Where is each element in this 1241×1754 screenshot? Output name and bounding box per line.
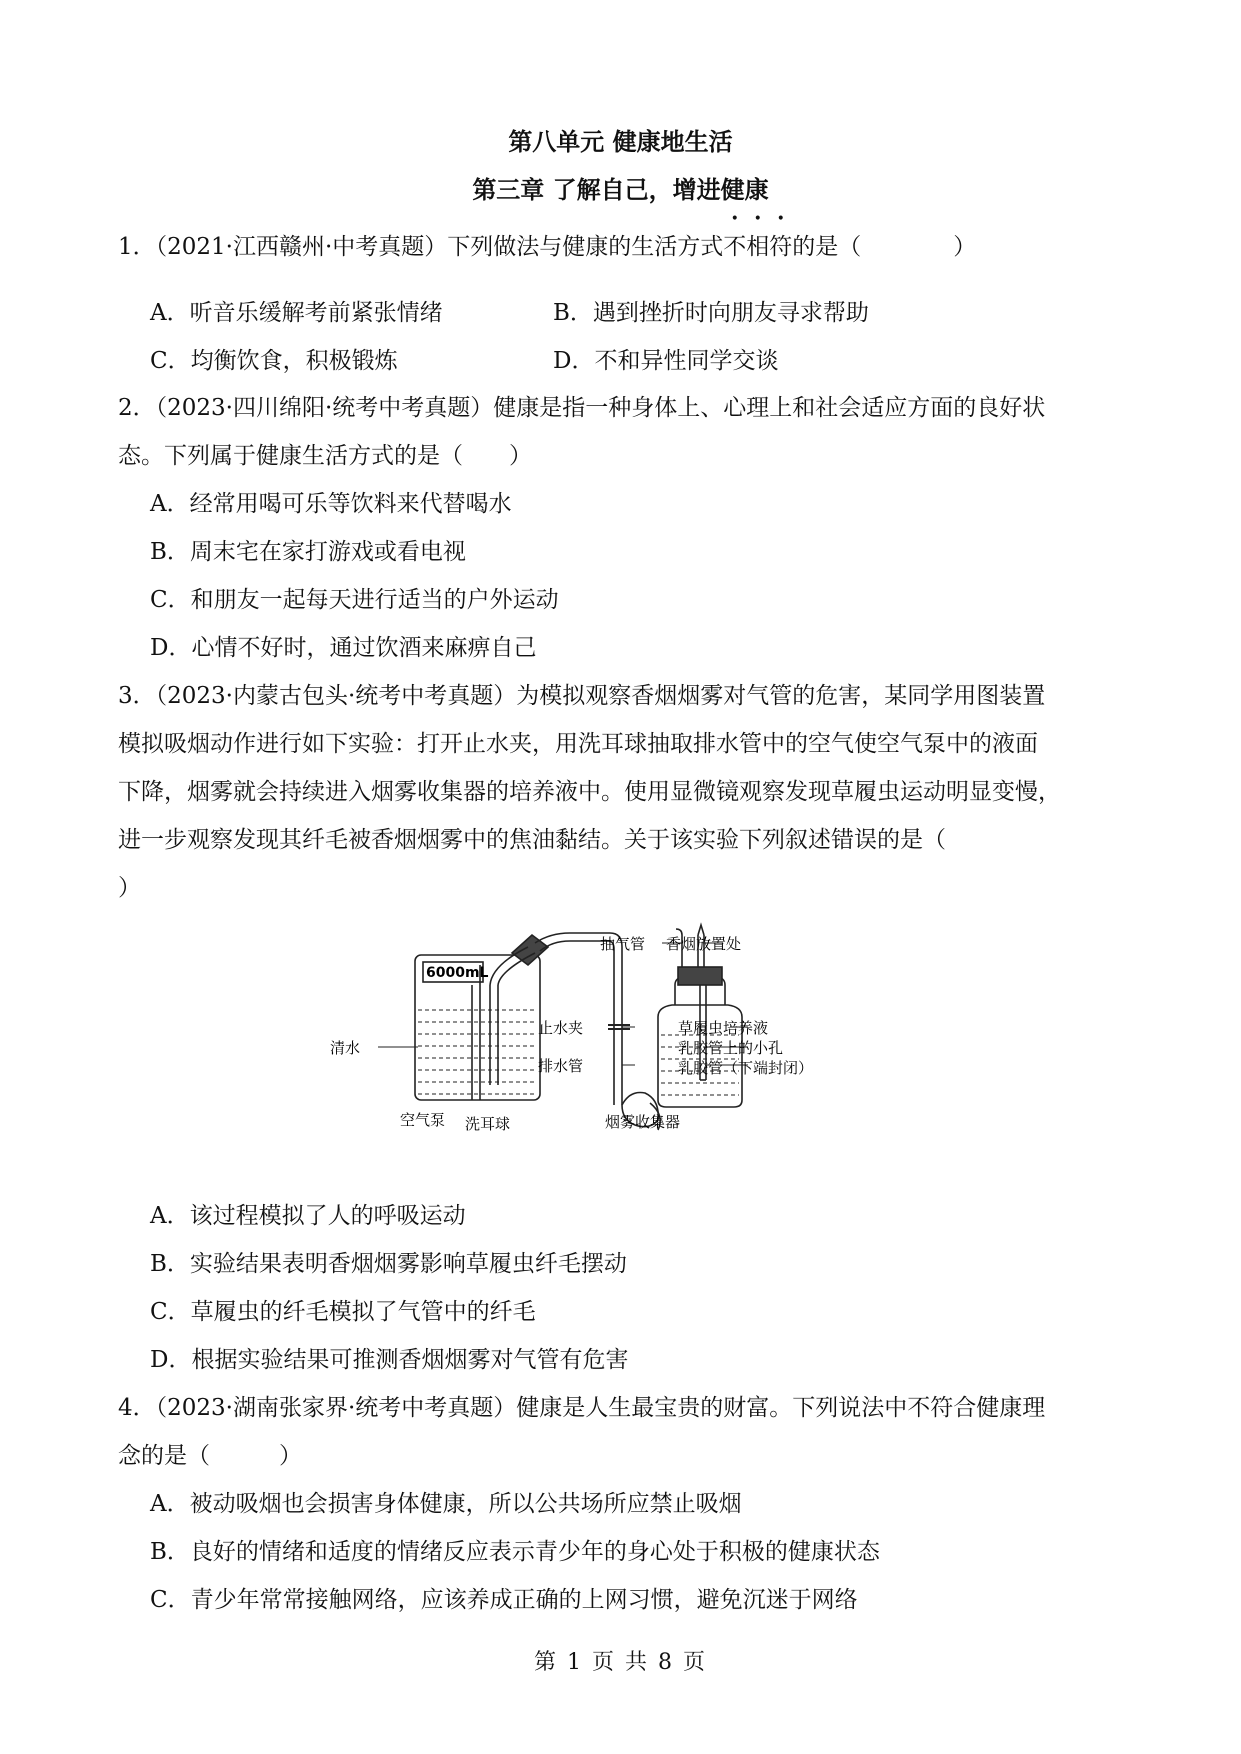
question-1-stem [118,232,976,262]
label-drain-pipe: 排水管 [538,1057,584,1075]
label-cigarette-place: 香烟放置处 [666,935,742,953]
label-air-pump: 空气泵 [400,1111,446,1129]
question-3-stem-line-5: ） [118,875,141,901]
question-4-option-b: B．良好的情绪和适度的情绪反应表示青少年的身心处于积极的健康状态 [150,1539,880,1565]
emphasis-char-1: 不 [723,234,747,260]
question-4-option-a: A．被动吸烟也会损害身体健康，所以公共场所应禁止吸烟 [150,1491,742,1517]
question-2-option-c: C．和朋友一起每天进行适当的户外运动 [150,587,559,613]
label-suction-pipe: 抽气管 [600,935,646,953]
question-2-option-b: B．周末宅在家打游戏或看电视 [150,539,466,565]
question-1-option-c: C．均衡饮食，积极锻炼 [150,348,398,374]
capacity-label: 6000mL [426,965,489,981]
question-4-stem-line-1: 4．（2023·湖南张家界·统考中考真题）健康是人生最宝贵的财富。下列说法中不符合健康理 [118,1395,1046,1421]
emphasis-char-2: 相 [746,234,770,260]
unit-title: 第八单元 健康地生活 [508,128,733,156]
label-latex-tube: 乳胶管（下端封闭） [678,1059,814,1077]
question-4-stem-line-2: 念的是（ ） [118,1443,302,1469]
label-latex-hole: 乳胶管上的小孔 [678,1039,784,1057]
question-3-option-a: A．该过程模拟了人的呼吸运动 [150,1203,466,1229]
question-1-option-b: B．遇到挫折时向朋友寻求帮助 [553,300,869,326]
question-3-stem-line-1: 3．（2023·内蒙古包头·统考中考真题）为模拟观察香烟烟雾对气管的危害，某同学用图装置 [118,683,1046,709]
chapter-title: 第三章 了解自己，增进健康 [472,176,769,204]
question-3-stem-line-2: 模拟吸烟动作进行如下实验：打开止水夹，用洗耳球抽取排水管中的空气使空气泵中的液面 [118,731,1038,757]
question-2-stem-line-1: 2．（2023·四川绵阳·统考中考真题）健康是指一种身体上、心理上和社会适应方面的良好状 [118,395,1046,421]
label-paramecium-culture: 草履虫培养液 [678,1019,769,1037]
label-clamp: 止水夹 [538,1019,584,1037]
question-2-stem-line-2: 态。下列属于健康生活方式的是（ ） [118,443,532,469]
question-3-option-c: C．草履虫的纤毛模拟了气管中的纤毛 [150,1299,536,1325]
experiment-apparatus-diagram [330,925,920,1135]
label-clear-water: 清水 [330,1039,361,1057]
question-1-stem-before: 1．（2021·江西赣州·中考真题）下列做法与健康的生活方式 [118,234,724,260]
label-smoke-collector: 烟雾收集器 [605,1113,681,1131]
question-4-option-c: C．青少年常常接触网络，应该养成正确的上网习惯，避免沉迷于网络 [150,1587,858,1613]
question-2-option-d: D．心情不好时，通过饮酒来麻痹自己 [150,635,537,661]
question-3-stem-line-4: 进一步观察发现其纤毛被香烟烟雾中的焦油黏结。关于该实验下列叙述错误的是（ [118,827,946,853]
question-1-option-d: D．不和异性同学交谈 [553,348,779,374]
question-3-option-d: D．根据实验结果可推测香烟烟雾对气管有危害 [150,1347,629,1373]
question-3-option-b: B．实验结果表明香烟烟雾影响草履虫纤毛摆动 [150,1251,627,1277]
label-ear-bulb: 洗耳球 [465,1115,511,1133]
question-3-stem-line-3: 下降，烟雾就会持续进入烟雾收集器的培养液中。使用显微镜观察发现草履虫运动明显变慢， [118,779,1061,805]
question-1-option-a: A．听音乐缓解考前紧张情绪 [150,300,443,326]
pump-water-lines [418,1010,537,1094]
page-footer: 第 1 页 共 8 页 [534,1650,707,1675]
question-2-option-a: A．经常用喝可乐等饮料来代替喝水 [150,491,512,517]
collector-stopper [678,967,722,985]
emphasis-char-3: 符 [769,234,793,260]
question-1-stem-after: 的是（ ） [792,234,977,260]
